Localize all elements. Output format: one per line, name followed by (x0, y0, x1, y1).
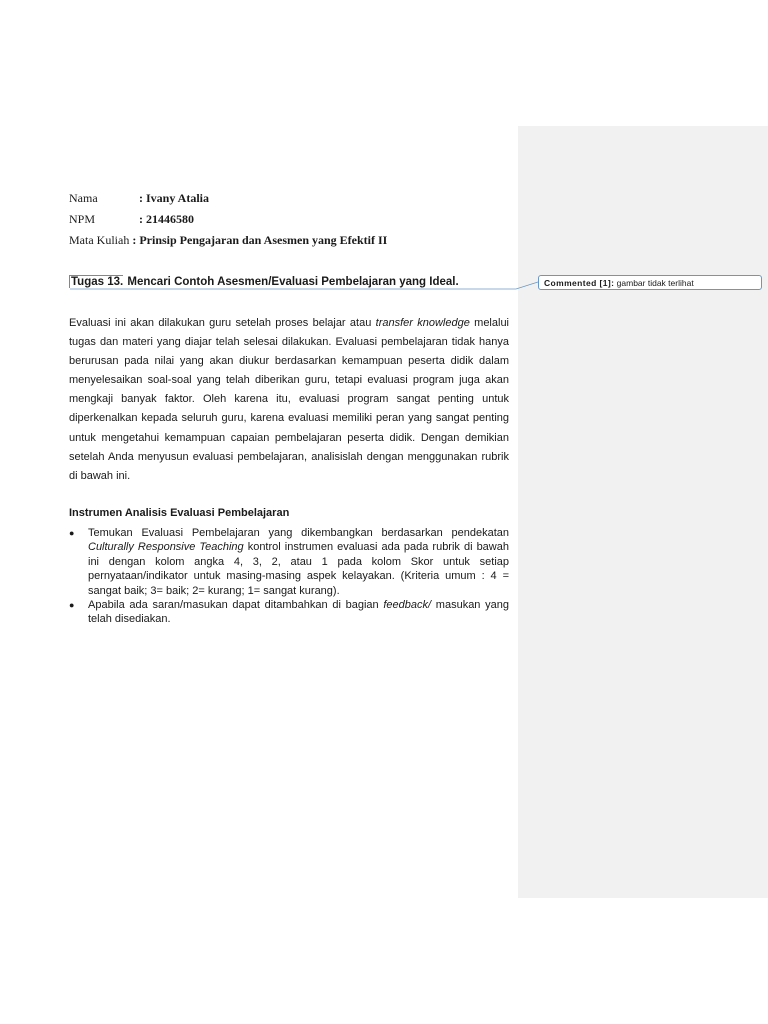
comment-text: gambar tidak terlihat (616, 278, 694, 288)
section-heading: Instrumen Analisis Evaluasi Pembelajaran (69, 507, 290, 519)
paragraph-italic-1: transfer knowledge (375, 317, 470, 329)
bullet2-text-b: masukan yang telah disediakan. (88, 599, 509, 626)
npm-row (69, 211, 387, 232)
name-value: : Ivany Atalia (139, 191, 210, 205)
name-label: Nama (69, 191, 98, 205)
paragraph-text-2: melalui tugas dan materi yang diajar telah selesai dilakukan. Evaluasi pembelajaran tidak hanya berurusan pada nilai yang akan diukur berdasarkan kemampuan peserta didik dalam menyelesaikan soal-soal yang telah diberikan guru, tetapi evaluasi program juga akan mengkaji banyak faktor. Oleh karena itu, evaluasi program sangat penting untuk diperkenalkan kepada seluruh guru, karena evaluasi memiliki peran yang sangat penting untuk mengetahui kemampuan capaian pembelajaran peserta didik. Dengan demikian setelah Anda menyusun evaluasi pembelajaran, analisislah dengan menggunakan rubrik di bawah ini. (69, 317, 510, 482)
list-item (69, 526, 509, 598)
comment-pane (518, 126, 768, 898)
npm-label: NPM (69, 212, 96, 226)
bullet-icon: ● (69, 528, 75, 538)
instruction-list (69, 526, 509, 627)
npm-value: : 21446580 (139, 212, 194, 226)
bullet2-italic: feedback/ (383, 599, 432, 612)
body-paragraph (69, 314, 509, 486)
student-info (69, 190, 387, 253)
course-label: Mata Kuliah (69, 233, 130, 247)
bullet1-text-b: kontrol instrumen evaluasi ada pada rubrik di bawah ini dengan kolom angka 4, 3, 2, atau 1 pada kolom Skor untuk setiap pernyataan/indikator untuk masing-masing aspek kelayakan. (Kriteria umum : 4 = sangat baik; 3= baik; 2= kurang; 1= sangat kurang). (88, 541, 509, 597)
comment-author: Commented [1]: (544, 278, 615, 288)
task-heading (69, 275, 459, 290)
bullet2-text-a: Apabila ada saran/masukan dapat ditambahkan di bagian (88, 599, 384, 612)
course-value: : Prinsip Pengajaran dan Asesmen yang Efektif II (132, 233, 388, 247)
task-number[interactable]: Tugas 13. (71, 276, 124, 288)
paragraph-text-1: Evaluasi ini akan dilakukan guru setelah proses belajar atau (69, 317, 376, 329)
name-row (69, 190, 387, 211)
course-row (69, 232, 387, 253)
list-item (69, 598, 509, 627)
bullet1-text-a: Temukan Evaluasi Pembelajaran yang dikembangkan berdasarkan pendekatan (88, 527, 509, 539)
task-title-text[interactable]: Mencari Contoh Asesmen/Evaluasi Pembelajaran yang Ideal. (127, 276, 459, 288)
bullet-icon: ● (69, 600, 75, 611)
bullet1-italic: Culturally Responsive Teaching (88, 541, 244, 554)
comment-balloon[interactable] (538, 275, 762, 290)
